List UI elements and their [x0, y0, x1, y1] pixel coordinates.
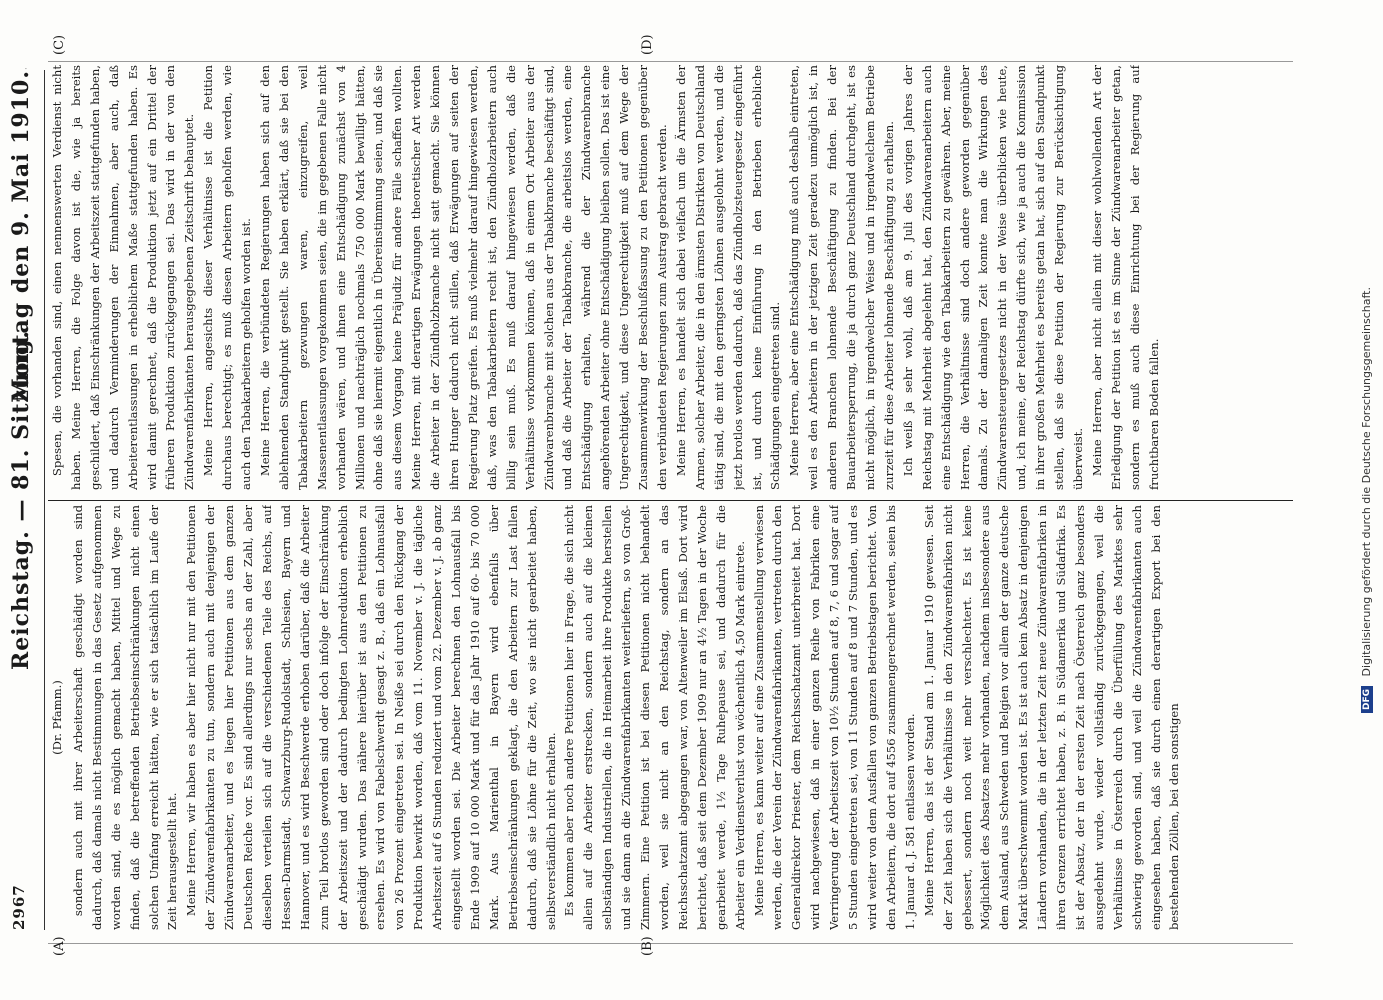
left-margin-rule: [48, 943, 1293, 944]
column-divider: [48, 500, 1293, 501]
right-text-column: [48, 65, 1298, 490]
margin-marker-d: (D): [640, 34, 655, 55]
margin-marker-b: (B): [640, 936, 655, 956]
paragraph: Meine Herren, wir haben es aber hier nicht nur mit den Petitionen der Zündwarenfabrikanten zu tun, sondern auch mit denjenigen der Zündwarenarbeiter, und es liegen hier Petitionen aus dem ganzen Deutschen Reiche vor. Es sind allerdings nur sechs an der Zahl, aber dieselben verteilen sich auf die verschiedenen Teile des Reichs, auf Hessen-Darmstadt, Schwarzburg-Rudolstadt, Schlesien, Bayern und Hannover, und es wird Beschwerde erhoben darüber, daß die Arbeiter zum Teil brotlos geworden sind oder doch infolge der Einschränkung der Arbeitszeit und der dadurch bedingten Lohnreduktion erheblich geschädigt wurden. Das nähere hierüber ist aus den Petitionen zu ersehen. Es wird von Fabelschwerdt gesagt z. B., daß ein Lohnausfall von 26 Prozent eingetreten sei. In Neiße sei durch den Rückgang der Produktion bewirkt worden, daß vom 11. November v. J. die tägliche Arbeitszeit auf 6 Stunden reduziert und vom 22. Dezember v. J. ab ganz eingestellt worden sei. Die Arbeiter berechnen den Lohnausfall bis Ende 1909 auf 10 000 Mark und für das Jahr 1910 auf 60- bis 70 000 Mark. Aus Marienthal in Bayern wird ebenfalls über Betriebseinschränkungen geklagt, die den Arbeitern zur Last fallen dadurch, daß sie Löhne für die Zeit, wo sie nicht gearbeitet haben, selbstverständlich nicht erhalten.: [184, 505, 558, 930]
paragraph: Ich weiß ja sehr wohl, daß am 9. Juli des vorigen Jahres der Reichstag mit Mehrheit abgelehnt hat, den Zündwarenarbeitern auch eine Entschädigung wie den Tabakarbeitern zu gewähren. Aber, meine Herren, die Verhältnisse sind doch andere geworden gegenüber damals. Zu der damaligen Zeit konnte man die Wirkungen des Zündwarensteuergesetzes nicht in der Weise überblicken wie heute, und, ich meine, der Reichstag dürfte sich, wie ja auch die Kommission in ihrer großen Mehrheit es bereits getan hat, sich auf den Standpunkt stellen, daß sie diese Petition der Regierung zur Berücksichtigung überweist.: [900, 65, 1085, 490]
paragraph: Meine Herren, es kann weiter auf eine Zusammenstellung verwiesen werden, die der Verein der Zündwarenfabrikanten, vertreten durch den Generaldirektor Priester, dem Reichsschatzamt unterbreitet hat. Dort wird nachgewiesen, daß in einer ganzen Reihe von Fabriken eine Verringerung der Arbeitszeit von 10½ Stunden auf 8, 7, 6 und sogar auf 5 Stunden eingetreten sei, von 11 Stunden auf 8 und 7 Stunden, und es wird weiter von dem Ausfallen von ganzen Betriebstagen berichtet. Von den Arbeitern, die dort auf 4556 zusammengerechnet werden, seien bis 1. Januar d. J. 581 entlassen worden.: [751, 505, 917, 930]
paragraph: Meine Herren, es handelt sich dabei vielfach um die Ärmsten der Armen, solcher Arbeiter, die in den ärmsten Distrikten von Deutschland tätig sind, die mit den geringsten Löhnen ausgelohnt werden, und die jetzt brotlos werden dadurch, daß das Zündholzsteuergesetz eingeführt ist, und durch keine Einführung in den Betrieben erhebliche Schädigungen eingetreten sind.: [673, 65, 783, 490]
paragraph: Meine Herren, aber nicht allein mit dieser wohlwollenden Art der Erledigung der Petition ist es im Sinne der Zündwarenarbeiter getan, sondern es muß auch diese Einrichtung bei der Regierung auf fruchtbaren Boden fallen.: [1089, 65, 1161, 490]
speaker-heading: (Dr. Pfamm.): [50, 680, 64, 755]
paragraph: Meine Herren, angesichts dieser Verhältnisse ist die Petition durchaus berechtigt; es muß diesen Arbeitern geholfen werden, wie auch den Tabakarbeitern geholfen worden ist.: [201, 65, 254, 490]
page-number: 2967: [10, 884, 28, 930]
digitization-footer: [1360, 0, 1373, 1000]
session-date: Montag den 9. Mai 1910.: [8, 70, 34, 403]
paragraph: sondern auch mit ihrer Arbeiterschaft geschädigt worden sind dadurch, daß damals nicht Bestimmungen in das Gesetz aufgenommen worden sind, die es möglich gemacht haben, Mittel und Wege zu finden, daß die betreffenden Betriebseinschränkungen nicht einen solchen Umfang erreicht hätten, wie er sich tatsächlich im Laufe der Zeit herausgestellt hat.: [70, 505, 180, 930]
corner-mark: ·: [22, 67, 32, 70]
paragraph: Spesen, die vorhanden sind, einen nennenswerten Verdienst nicht haben. Meine Herren, die Folge davon ist die, wie ja bereits geschildert, daß Einschränkungen der Arbeitszeit stattgefunden haben, und dadurch Verminderungen der Einnahmen, aber auch, daß Arbeiterentlassungen in erheblichem Maße stattgefunden haben. Es wird damit gerechnet, daß die Produktion jetzt auf ein Drittel der früheren Produktion zurückgegangen sei. Das wird in der von den Zündwarenfabrikanten herausgegebenen Zeitschrift behauptet.: [50, 65, 197, 490]
margin-marker-a: (A): [52, 936, 67, 956]
paragraph: Es kommen aber noch andere Petitionen hier in Frage, die sich nicht allein auf die Arbeiter erstrecken, sondern auch auf die kleinen selbständigen Industriellen, die in Heimarbeit ihre Produkte herstellen und sie dann an die Zündwarenfabrikanten weiterliefern, so von Groß-Zimmern. Eine Petition ist bei diesen Petitionen nicht behandelt worden, weil sie nicht an den Reichstag, sondern an das Reichsschatzamt abgegangen war, von Altenweiler im Elsaß. Dort wird berichtet, daß seit dem Dezember 1909 nur an 4½ Tagen in der Woche gearbeitet werde, 1½ Tage Ruhepause sei, und dadurch für die Arbeiter ein Verdienstverlust von wöchentlich 4,50 Mark eintrete.: [562, 505, 747, 930]
header-rule: [44, 70, 45, 930]
paragraph: Meine Herren, aber eine Entschädigung muß auch deshalb eintreten, weil es den Arbeitern in der jetzigen Zeit geradezu unmöglich ist, in anderen Branchen lohnende Beschäftigung zu finden. Bei der Bauarbeitersperrung, die ja durch ganz Deutschland durchgeht, ist es nicht möglich, in irgendwelcher Weise und in irgendwelchem Betriebe zurzeit für diese Arbeiter lohnende Beschäftigung zu erhalten.: [787, 65, 896, 490]
left-text-column: [48, 505, 1298, 930]
running-header: [8, 70, 42, 930]
right-margin-rule: [48, 61, 1293, 62]
margin-marker-c: (C): [52, 34, 67, 55]
paragraph: Meine Herren, die verbündeten Regierungen haben sich auf den ablehnenden Standpunkt gestellt. Sie haben erklärt, daß sie bei den Tabakarbeitern gezwungen waren, einzugreifen, weil Massenentlassungen vorgekommen seien, die im gegebenen Falle nicht vorhanden wären, und ihnen eine Entschädigung zunächst von 4 Millionen und nachträglich nochmals 750 000 Mark bewilligt hätten, ohne daß sie hiermit eigentlich in Übereinstimmung seien, und daß sie aus diesem Vorgang keine Präjudiz für andere Fälle schaffen wollten. Meine Herren, mit derartigen Erwägungen theoretischer Art werden die Arbeiter in der Zündholzbranche nicht satt gemacht. Sie können ihren Hunger dadurch nicht stillen, daß Erwägungen auf seiten der Regierung Platz greifen. Es muß vielmehr darauf hingewiesen werden, daß, was den Tabakarbeitern recht ist, den Zündholzarbeitern auch billig sein muß. Es muß darauf hingewiesen werden, daß die Verhältnisse vorkommen können, daß in einem Ort Arbeiter aus der Zündwarenbranche mit solchen aus der Tabakbranche beschäftigt sind, und daß die Arbeiter der Tabakbranche, die arbeitslos werden, eine Entschädigung erhalten, während die der Zündwarenbranche angehörenden Arbeiter ohne Entschädigung bleiben sollen. Das ist eine Ungerechtigkeit, und diese Ungerechtigkeit muß auf dem Wege der Zusammenwirkung der Beschlußfassung zu den Petitionen gegenüber den verbündeten Regierungen zum Austrag gebracht werden.: [257, 65, 669, 490]
digitization-credit: Digitalisierung gefördert durch die Deutsche Forschungsgemeinschaft.: [1360, 287, 1373, 677]
paragraph: Meine Herren, das ist der Stand am 1. Januar 1910 gewesen. Seit der Zeit haben sich die Verhältnisse in den Zündwarenfabriken nicht gebessert, sondern noch weit mehr verschlechtert. Es ist keine Möglichkeit des Absatzes mehr vorhanden, nachdem insbesondere aus dem Ausland, aus Schweden und Belgien vor allem der ganze deutsche Markt überschwemmt worden ist. Es ist auch kein Absatz in denjenigen Ländern vorhanden, die in der letzten Zeit neue Zündwarenfabriken in ihren Grenzen errichtet haben, z. B. in Südamerika und Südafrika. Es ist der Absatz, der in der ersten Zeit nach Österreich ganz besonders ausgedehnt wurde, wieder vollständig zurückgegangen, weil die Verhältnisse in Österreich durch die Überfüllung des Marktes sehr schwierig geworden sind, und weil die Zündwarenfabrikanten auch eingesehen haben, daß sie durch einen derartigen Export bei den bestehenden Zöllen, bei den sonstigen: [921, 505, 1182, 930]
session-title: Reichstag. — 81. Sitzung.: [8, 329, 34, 671]
dfg-logo: DFG: [1361, 686, 1373, 713]
